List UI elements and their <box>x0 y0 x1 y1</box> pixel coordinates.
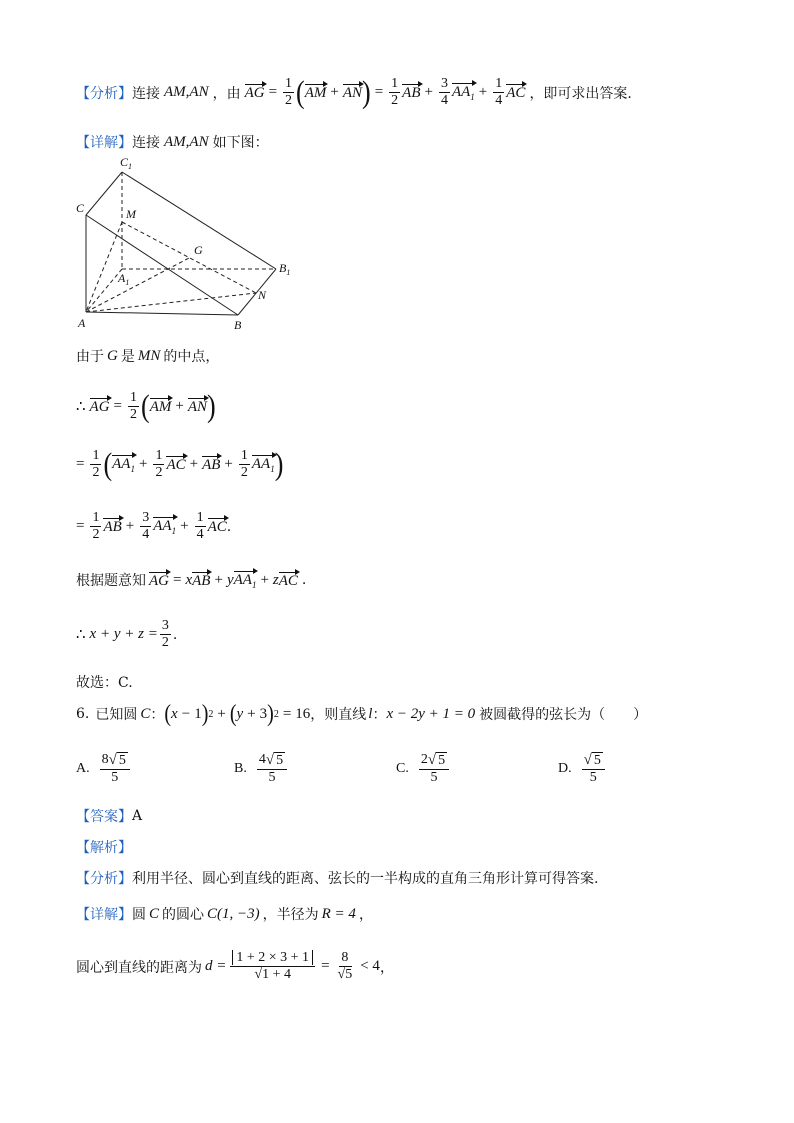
detail-tag: 【详解】 <box>76 135 132 151</box>
step-line-3: = $\frac{1}{2}$ AB + $\frac{3}{4}$ $AA_1$ + $\frac{1}{4}$ AC . <box>76 510 232 543</box>
option-b-letter: B. <box>234 761 247 777</box>
answer-line <box>76 806 142 826</box>
analysis-tag: 【分析】 <box>76 85 132 102</box>
jiexi-tag: 【解析】 <box>76 840 132 856</box>
detail-text-2: 如下图： <box>212 135 269 151</box>
analysis-line-1 <box>76 76 632 109</box>
option-a[interactable]: A. 8 √ 5 5 <box>76 752 132 786</box>
option-c[interactable]: C. 2 √ 5 5 <box>396 752 451 786</box>
distance-d: d = <box>205 958 227 975</box>
question-text-2: ，则直线 <box>310 707 367 723</box>
detail2-tag: 【详解】 <box>76 907 132 923</box>
jiexi-line <box>76 837 132 857</box>
label-c: C <box>76 201 85 215</box>
sum-line: ∴ x + y + z = $\frac{3}{2}$ . <box>76 618 178 651</box>
question-colon-2: ： <box>372 707 387 723</box>
formula-ag-expansion: AG = $\frac{1}{2}$ ( AM + AN ) = $\frac{1}{2}$ AB + $\frac{3}{4}$ $AA_1$ + $\frac{1}{4}$ AC <box>244 74 526 110</box>
label-g: G <box>194 243 203 257</box>
analysis-text-1: 连接 <box>132 85 160 102</box>
analysis2-tag: 【分析】 <box>76 871 132 887</box>
choose-line: 故选：C. <box>76 675 133 691</box>
detail2-text-1: 圆 <box>132 907 146 923</box>
answer-value: A <box>132 808 143 824</box>
question-number: 6. <box>76 706 90 722</box>
therefore-symbol-2: ∴ <box>76 627 86 644</box>
option-d-letter: D. <box>558 761 572 777</box>
midpoint-line <box>76 346 219 366</box>
midpoint-g: G <box>107 347 118 364</box>
detail-line-2 <box>76 904 373 924</box>
label-c1: $C_1$ <box>120 155 133 171</box>
distance-line: 圆心到直线的距离为 d = $\frac{1 + 2 \times 3 + 1}{√1 + 4}$ = $\frac{8}{√5}$ < 4 ， <box>76 950 394 983</box>
label-m: M <box>126 207 136 221</box>
option-b[interactable]: B. 4 √ 5 5 <box>234 752 289 786</box>
detail2-center: C(1, −3) <box>207 905 260 922</box>
midpoint-post: 的中点， <box>163 349 220 365</box>
detail2-text-2: 的圆心 <box>162 907 205 923</box>
question-colon: ： <box>150 707 165 723</box>
step-line-2: = $\frac{1}{2}$ ( $AA_1$ + $\frac{1}{2}$ AC + AB + $\frac{1}{2}$ $AA_1$ ) <box>76 446 284 482</box>
analysis-line-2 <box>76 868 598 888</box>
label-b1: $B_1$ <box>279 261 291 277</box>
option-d[interactable]: D. √ 5 5 <box>558 752 607 786</box>
detail2-c: C <box>149 905 160 922</box>
analysis2-text: 利用半径、圆心到直线的距离、弦长的一半构成的直角三角形计算可得答案. <box>132 871 599 887</box>
detail-text-1: 连接 <box>132 135 160 151</box>
question-6 <box>76 700 648 728</box>
option-c-letter: C. <box>396 761 409 777</box>
therefore-symbol: ∴ <box>76 399 86 416</box>
answer-tag: 【答案】 <box>76 809 132 825</box>
detail2-radius: R = 4 <box>321 905 356 922</box>
midpoint-pre: 由于 <box>76 349 104 365</box>
detail-line-1 <box>76 132 269 152</box>
label-n: N <box>258 288 267 302</box>
option-a-letter: A. <box>76 761 90 777</box>
distance-result: $\frac{8}{√5}$ <box>337 950 353 983</box>
sum-lhs: x + y + z = <box>89 626 158 643</box>
line-equation: x − 2y + 1 = 0 <box>386 705 476 722</box>
midpoint-mn: MN <box>137 347 161 364</box>
detail2-text-4: ， <box>358 907 373 923</box>
analysis-text-3: ，即可求出答案. <box>529 85 632 102</box>
question-text-1: 已知圆 <box>95 707 138 723</box>
detail-am-an: AM,AN <box>164 133 209 150</box>
circle-equation: ( x − 1 ) 2 + ( y + 3 ) 2 = 16 <box>164 700 311 728</box>
label-b: B <box>234 318 242 332</box>
distance-lt: < 4 <box>360 958 380 975</box>
analysis-text-2: ，由 <box>212 85 241 102</box>
question-circle-c: C <box>140 705 151 722</box>
step-line-1: ∴ AG = $\frac{1}{2}$ ( AM + AN ) <box>76 388 216 424</box>
meaning-text: 根据题意知 <box>76 573 146 589</box>
distance-end: ， <box>379 959 394 976</box>
meaning-line: 根据题意知 AG = x AB + y $AA_1$ + z AC . <box>76 571 307 590</box>
midpoint-mid: 是 <box>120 349 135 365</box>
label-a1: $A_1$ <box>118 271 130 287</box>
question-text-3: 被圆截得的弦长为（ ） <box>479 707 648 723</box>
prism-figure <box>76 150 306 335</box>
analysis-am-an: AM,AN <box>164 84 209 101</box>
distance-text: 圆心到直线的距离为 <box>76 959 202 976</box>
question-line-l: l <box>368 705 373 722</box>
detail2-text-3: ，半径为 <box>262 907 319 923</box>
distance-fraction: $\frac{1 + 2 \times 3 + 1}{√1 + 4}$ <box>230 950 315 983</box>
label-a: A <box>78 316 86 330</box>
